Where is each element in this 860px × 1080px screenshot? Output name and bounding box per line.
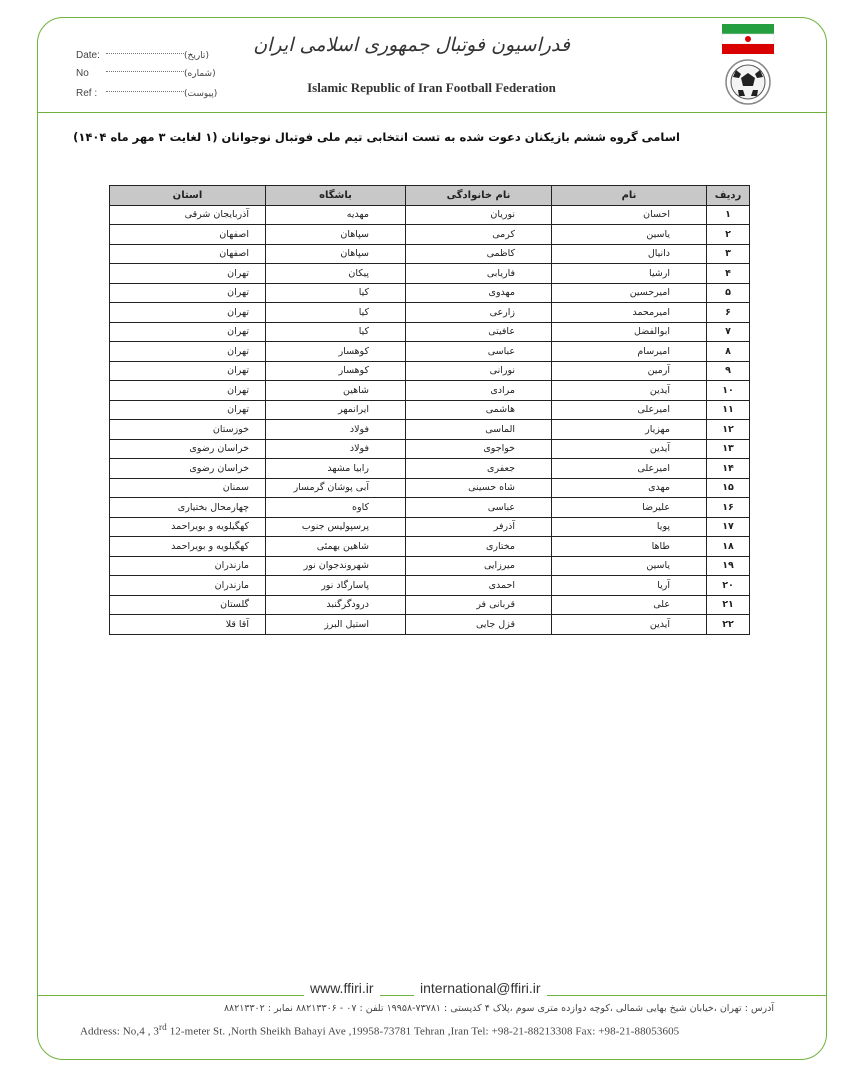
header-last-name: نام خانوادگی bbox=[406, 186, 552, 206]
first-name-cell: مهدی bbox=[552, 478, 707, 498]
province-cell: تهران bbox=[110, 400, 266, 420]
province-cell: اصفهان bbox=[110, 225, 266, 245]
table-row bbox=[110, 361, 750, 381]
club-cell: آبی پوشان گرمسار bbox=[266, 478, 406, 498]
last-name-cell: هاشمی bbox=[406, 400, 552, 420]
last-name-cell: کاظمی bbox=[406, 244, 552, 264]
first-name-cell: آیدین bbox=[552, 439, 707, 459]
club-cell: فولاد bbox=[266, 439, 406, 459]
last-name-cell: جعفری bbox=[406, 459, 552, 479]
club-cell: پاسارگاد نور bbox=[266, 576, 406, 596]
number-label: No bbox=[76, 68, 89, 79]
last-name-cell: احمدی bbox=[406, 576, 552, 596]
province-cell: خوزستان bbox=[110, 420, 266, 440]
table-row bbox=[110, 322, 750, 342]
province-cell: تهران bbox=[110, 381, 266, 401]
club-cell: ایرانمهر bbox=[266, 400, 406, 420]
table-row bbox=[110, 400, 750, 420]
table-row bbox=[110, 420, 750, 440]
club-cell: کیا bbox=[266, 283, 406, 303]
table-row bbox=[110, 595, 750, 615]
first-name-cell: طاها bbox=[552, 537, 707, 557]
table-row bbox=[110, 342, 750, 362]
row-number-cell: ۱۱ bbox=[707, 400, 750, 420]
row-number-cell: ۲۱ bbox=[707, 595, 750, 615]
row-number-cell: ۱ bbox=[707, 205, 750, 225]
table-row bbox=[110, 517, 750, 537]
club-cell: مهدیه bbox=[266, 205, 406, 225]
province-cell: آقا قلا bbox=[110, 615, 266, 635]
first-name-cell: آرمین bbox=[552, 361, 707, 381]
reference-label-fa: (پیوست) bbox=[184, 89, 218, 99]
last-name-cell: قربانی فر bbox=[406, 595, 552, 615]
row-number-cell: ۵ bbox=[707, 283, 750, 303]
last-name-cell: مختاری bbox=[406, 537, 552, 557]
table-row bbox=[110, 576, 750, 596]
players-table bbox=[109, 185, 750, 635]
row-number-cell: ۱۶ bbox=[707, 498, 750, 518]
province-cell: مازندران bbox=[110, 556, 266, 576]
row-number-cell: ۲ bbox=[707, 225, 750, 245]
table-row bbox=[110, 225, 750, 245]
reference-label: Ref : bbox=[76, 88, 98, 99]
first-name-cell: آیدین bbox=[552, 615, 707, 635]
first-name-cell: مهزیار bbox=[552, 420, 707, 440]
club-cell: شاهین bbox=[266, 381, 406, 401]
last-name-cell: قزل جایی bbox=[406, 615, 552, 635]
club-cell: استیل البرز bbox=[266, 615, 406, 635]
row-number-cell: ۲۰ bbox=[707, 576, 750, 596]
club-cell: رابیا مشهد bbox=[266, 459, 406, 479]
date-label-fa: (تاریخ) bbox=[184, 51, 209, 61]
province-cell: چهارمحال بختیاری bbox=[110, 498, 266, 518]
first-name-cell: ابوالفضل bbox=[552, 322, 707, 342]
last-name-cell: عباسی bbox=[406, 498, 552, 518]
province-cell: کهگیلویه و بویراحمد bbox=[110, 537, 266, 557]
club-cell: کیا bbox=[266, 303, 406, 323]
table-row bbox=[110, 303, 750, 323]
club-cell: پیکان bbox=[266, 264, 406, 284]
last-name-cell: شاه حسینی bbox=[406, 478, 552, 498]
province-cell: آذربایجان شرقی bbox=[110, 205, 266, 225]
last-name-cell: مرادی bbox=[406, 381, 552, 401]
club-cell: کاوه bbox=[266, 498, 406, 518]
row-number-cell: ۱۵ bbox=[707, 478, 750, 498]
document-title: اسامی گروه ششم بازیکنان دعوت شده به تست انتخابی تیم ملی فوتبال نوجوانان (۱ لغایت ۳ مهر ماه ۱۴۰۴) bbox=[73, 130, 680, 144]
number-field bbox=[76, 68, 216, 79]
number-label-fa: (شماره) bbox=[184, 69, 216, 79]
row-number-cell: ۱۲ bbox=[707, 420, 750, 440]
province-cell: تهران bbox=[110, 283, 266, 303]
province-cell: تهران bbox=[110, 322, 266, 342]
address-fa: آدرس : تهران ،خیابان شیخ بهایی شمالی ،کوچه دوازده متری سوم ،پلاک ۴ کدپستی : ۷۳۷۸۱-۱۹۹۵۸ تلفن : ۰۷ - ۸۸۲۱۳۳۰۶ نمابر : ۸۸۲۱۳۳۰۲ bbox=[223, 1003, 774, 1014]
club-cell: شهروندجوان نور bbox=[266, 556, 406, 576]
table-row bbox=[110, 264, 750, 284]
header-row-number: ردیف bbox=[707, 186, 750, 206]
club-cell: شاهین بهمئی bbox=[266, 537, 406, 557]
row-number-cell: ۱۴ bbox=[707, 459, 750, 479]
row-number-cell: ۸ bbox=[707, 342, 750, 362]
table-row bbox=[110, 381, 750, 401]
club-cell: سپاهان bbox=[266, 225, 406, 245]
first-name-cell: علی bbox=[552, 595, 707, 615]
last-name-cell: عافیتی bbox=[406, 322, 552, 342]
province-cell: سمنان bbox=[110, 478, 266, 498]
last-name-cell: نورانی bbox=[406, 361, 552, 381]
club-cell: کیا bbox=[266, 322, 406, 342]
table-row bbox=[110, 439, 750, 459]
header-province: استان bbox=[110, 186, 266, 206]
first-name-cell: امیرسام bbox=[552, 342, 707, 362]
row-number-cell: ۱۹ bbox=[707, 556, 750, 576]
federation-name-en: Islamic Republic of Iran Football Federation bbox=[307, 80, 556, 95]
address-en: Address: No,4 , 3rd 12-meter St. ,North Sheikh Bahayi Ave ,19958-73781 Tehran ,Iran Tel: +98-21-88213308 Fax: +98-21-88053605 bbox=[80, 1022, 680, 1038]
club-cell: فولاد bbox=[266, 420, 406, 440]
first-name-cell: علیرضا bbox=[552, 498, 707, 518]
federation-name-fa: فدراسیون فوتبال جمهوری اسلامی ایران bbox=[253, 34, 570, 56]
first-name-cell: امیرحسین bbox=[552, 283, 707, 303]
last-name-cell: الماسی bbox=[406, 420, 552, 440]
club-cell: کوهسار bbox=[266, 361, 406, 381]
province-cell: مازندران bbox=[110, 576, 266, 596]
club-cell: سپاهان bbox=[266, 244, 406, 264]
table-row bbox=[110, 244, 750, 264]
province-cell: اصفهان bbox=[110, 244, 266, 264]
row-number-cell: ۱۷ bbox=[707, 517, 750, 537]
province-cell: کهگیلویه و بویراحمد bbox=[110, 517, 266, 537]
row-number-cell: ۱۸ bbox=[707, 537, 750, 557]
first-name-cell: امیرعلی bbox=[552, 400, 707, 420]
first-name-cell: احسان bbox=[552, 205, 707, 225]
table-row bbox=[110, 205, 750, 225]
last-name-cell: خواجوی bbox=[406, 439, 552, 459]
first-name-cell: یاسین bbox=[552, 225, 707, 245]
first-name-cell: پویا bbox=[552, 517, 707, 537]
province-cell: تهران bbox=[110, 361, 266, 381]
row-number-cell: ۳ bbox=[707, 244, 750, 264]
table-header-row bbox=[110, 186, 750, 206]
province-cell: خراسان رضوی bbox=[110, 439, 266, 459]
federation-logo-icon bbox=[716, 20, 780, 106]
first-name-cell: یاسین bbox=[552, 556, 707, 576]
first-name-cell: دانیال bbox=[552, 244, 707, 264]
last-name-cell: میرزایی bbox=[406, 556, 552, 576]
club-cell: کوهسار bbox=[266, 342, 406, 362]
last-name-cell: عباسی bbox=[406, 342, 552, 362]
province-cell: خراسان رضوی bbox=[110, 459, 266, 479]
date-field bbox=[76, 50, 209, 61]
province-cell: تهران bbox=[110, 342, 266, 362]
last-name-cell: نوریان bbox=[406, 205, 552, 225]
row-number-cell: ۴ bbox=[707, 264, 750, 284]
last-name-cell: آذرفر bbox=[406, 517, 552, 537]
table-row bbox=[110, 498, 750, 518]
last-name-cell: فاریابی bbox=[406, 264, 552, 284]
row-number-cell: ۷ bbox=[707, 322, 750, 342]
row-number-cell: ۱۳ bbox=[707, 439, 750, 459]
header-divider bbox=[37, 112, 827, 113]
row-number-cell: ۹ bbox=[707, 361, 750, 381]
table-row bbox=[110, 459, 750, 479]
last-name-cell: مهدوی bbox=[406, 283, 552, 303]
first-name-cell: آریا bbox=[552, 576, 707, 596]
date-label: Date: bbox=[76, 50, 100, 61]
first-name-cell: آیدین bbox=[552, 381, 707, 401]
table-row bbox=[110, 478, 750, 498]
first-name-cell: امیرعلی bbox=[552, 459, 707, 479]
province-cell: تهران bbox=[110, 264, 266, 284]
table-row bbox=[110, 556, 750, 576]
club-cell: درودگرگنبد bbox=[266, 595, 406, 615]
province-cell: گلستان bbox=[110, 595, 266, 615]
website-link[interactable]: www.ffiri.ir bbox=[304, 980, 380, 996]
table-row bbox=[110, 283, 750, 303]
last-name-cell: کرمی bbox=[406, 225, 552, 245]
header-first-name: نام bbox=[552, 186, 707, 206]
first-name-cell: امیرمحمد bbox=[552, 303, 707, 323]
last-name-cell: زارعی bbox=[406, 303, 552, 323]
header-club: باشگاه bbox=[266, 186, 406, 206]
row-number-cell: ۶ bbox=[707, 303, 750, 323]
table-row bbox=[110, 537, 750, 557]
table-row bbox=[110, 615, 750, 635]
email-link[interactable]: international@ffiri.ir bbox=[414, 980, 547, 996]
club-cell: پرسپولیس جنوب bbox=[266, 517, 406, 537]
row-number-cell: ۲۲ bbox=[707, 615, 750, 635]
province-cell: تهران bbox=[110, 303, 266, 323]
first-name-cell: ارشیا bbox=[552, 264, 707, 284]
row-number-cell: ۱۰ bbox=[707, 381, 750, 401]
reference-field bbox=[76, 88, 217, 99]
